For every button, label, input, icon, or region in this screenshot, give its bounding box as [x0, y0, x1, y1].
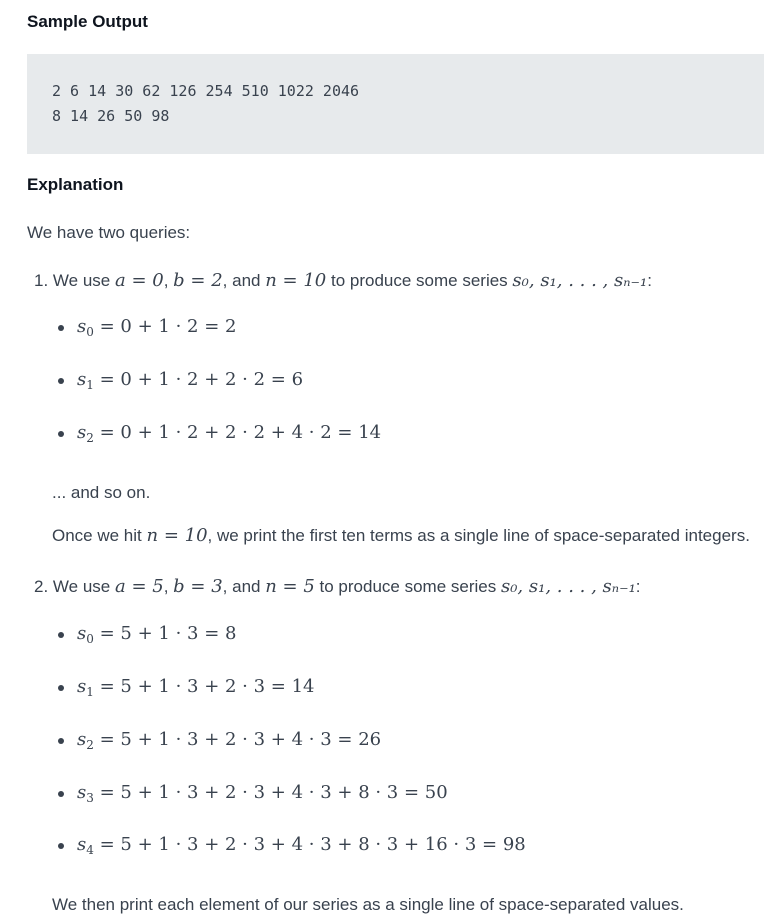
q2-term-1: $s_1 = 5 + 1 \cdot 3 + 2 \cdot 3 = 14$	[77, 676, 315, 699]
list-number: 1.	[34, 271, 49, 290]
query-text: We use	[52, 271, 111, 290]
bullet-icon	[58, 378, 64, 384]
and-text: , and	[222, 577, 261, 596]
query-text: to produce some series	[319, 577, 497, 596]
query-text: to produce some series	[330, 271, 508, 290]
math-n: n = 5	[265, 576, 315, 597]
sample-output-code-block	[27, 54, 764, 154]
q2-term-4: $s_4 = 5 + 1 \cdot 3 + 2 \cdot 3 + 4 \cdot 3 + 8 \cdot 3 + 16 \cdot 3 = 98$	[77, 834, 526, 857]
colon: :	[647, 271, 652, 290]
sample-output-heading: Sample Output	[27, 12, 148, 31]
bullet-icon	[58, 325, 64, 331]
bullet-icon	[58, 738, 64, 744]
q1-term-1: $s_1 = 0 + 1 \cdot 2 + 2 \cdot 2 = 6$	[77, 369, 304, 392]
q2-term-3: $s_3 = 5 + 1 \cdot 3 + 2 \cdot 3 + 4 \cdot 3 + 8 \cdot 3 = 50$	[77, 782, 448, 805]
bullet-icon	[58, 843, 64, 849]
bullet-icon	[58, 431, 64, 437]
math-b: b = 3	[173, 576, 223, 597]
explanation-heading: Explanation	[27, 175, 124, 194]
bullet-icon	[58, 685, 64, 691]
code-line-1: 2 6 14 30 62 126 254 510 1022 2046	[52, 82, 360, 100]
once-we-hit-text: Once we hit n = 10, we print the first ten terms as a single line of space-separated integers.	[52, 525, 750, 546]
query-1-line	[34, 270, 652, 291]
list-number: 2.	[34, 577, 49, 596]
math-series: s₀, s₁, . . . , sₙ₋₁	[500, 576, 636, 597]
q2-term-0: $s_0 = 5 + 1 \cdot 3 = 8$	[77, 623, 237, 646]
and-so-on-text: ... and so on.	[52, 483, 151, 502]
q2-term-2: $s_2 = 5 + 1 \cdot 3 + 2 \cdot 3 + 4 \cdot 3 = 26$	[77, 729, 382, 752]
intro-text: We have two queries:	[27, 223, 191, 242]
code-line-2: 8 14 26 50 98	[52, 107, 170, 125]
math-series: s₀, s₁, . . . , sₙ₋₁	[512, 270, 648, 291]
and-text: , and	[222, 271, 261, 290]
math-a: a = 0	[114, 270, 164, 291]
math-a: a = 5	[114, 576, 164, 597]
math-n-hit: n = 10	[146, 525, 208, 546]
math-b: b = 2	[173, 270, 223, 291]
comma: ,	[163, 271, 169, 290]
colon: :	[635, 577, 641, 596]
q1-term-2: $s_2 = 0 + 1 \cdot 2 + 2 \cdot 2 + 4 \cdot 2 = 14$	[77, 422, 382, 445]
query-2-line	[34, 576, 641, 597]
q1-term-0: $s_0 = 0 + 1 \cdot 2 = 2$	[77, 316, 237, 339]
comma: ,	[163, 577, 169, 596]
math-n: n = 10	[265, 270, 327, 291]
query-text: We use	[52, 577, 111, 596]
closing-text: We then print each element of our series as a single line of space-separated values.	[52, 895, 684, 914]
bullet-icon	[58, 791, 64, 797]
bullet-icon	[58, 632, 64, 638]
